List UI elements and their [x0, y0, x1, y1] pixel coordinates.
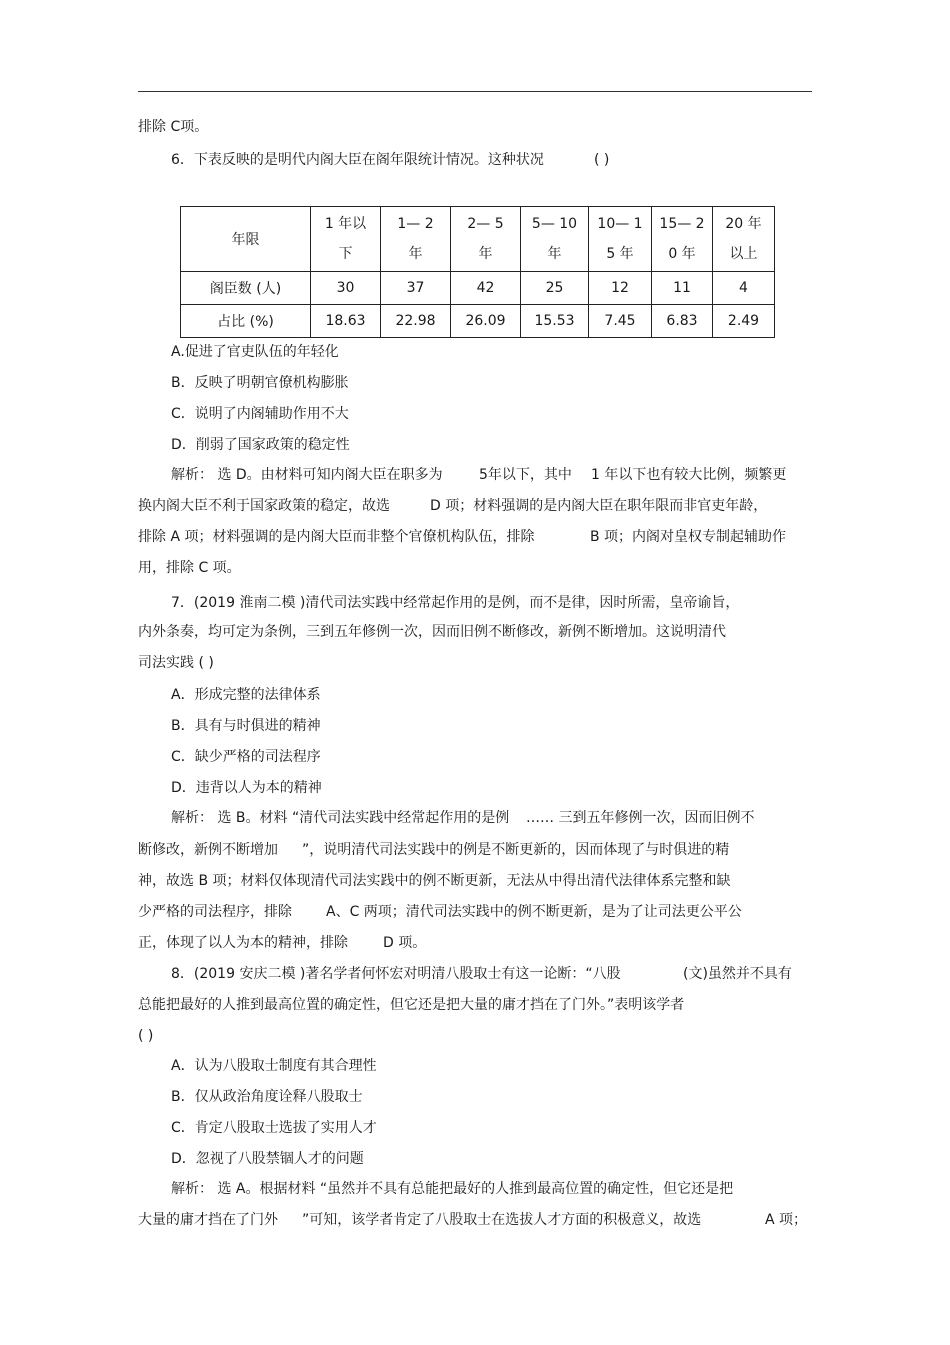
table-header-cell: 10— 1 5 年 — [589, 207, 652, 272]
table-cell: 11 — [652, 272, 713, 305]
table-cell: 42 — [451, 272, 521, 305]
analysis-text: 神，故选 B 项；材料仅体现清代司法实践中的例不断更新，无法从中得出清代法律体系完整和缺 — [138, 873, 731, 889]
question-7-stem: 7．(2019 淮南二模 )清代司法实践中经常起作用的是例，而不是律，因时所需，皇帝谕旨， — [171, 595, 740, 611]
analysis-text: 解析： 选 D。由材料可知内阁大臣在职多为 — [171, 467, 443, 483]
table-header-cell: 1— 2 年 — [381, 207, 451, 272]
statistics-table — [180, 206, 775, 338]
option-a: A.促进了官吏队伍的年轻化 — [171, 344, 339, 360]
option-b: B．仅从政治角度诠释八股取士 — [171, 1089, 363, 1105]
table-cell: 4 — [713, 272, 775, 305]
option-c: C．说明了内阁辅助作用不大 — [171, 406, 349, 422]
table-header-cell: 15— 2 0 年 — [652, 207, 713, 272]
question-6-stem: 6．下表反映的是明代内阁大臣在阁年限统计情况。这种状况 — [171, 152, 544, 168]
table-cell: 2.49 — [713, 305, 775, 338]
table-cell: 7.45 — [589, 305, 652, 338]
table-cell: 12 — [589, 272, 652, 305]
analysis-text: 解析： 选 A。根据材料 “虽然并不具有总能把最好的人推到最高位置的确定性，但它还是把 — [171, 1181, 734, 1197]
analysis-text: 解析： 选 B。材料 “清代司法实践中经常起作用的是例 — [171, 810, 510, 826]
table-header-row — [181, 207, 775, 272]
analysis-text: ”，说明清代司法实践中的例是不断更新的，因而体现了与时俱进的精 — [302, 842, 730, 858]
option-d: D．违背以人为本的精神 — [171, 780, 322, 796]
analysis-text: 排除 A 项；材料强调的是内阁大臣而非整个官僚机构队伍，排除 — [138, 529, 535, 545]
table-row-label: 阁臣数 (人) — [181, 272, 311, 305]
table-cell: 15.53 — [521, 305, 589, 338]
option-d: D．忽视了八股禁锢人才的问题 — [171, 1151, 364, 1167]
table-cell: 6.83 — [652, 305, 713, 338]
question-8-stem: (文)虽然并不具有 — [683, 966, 792, 982]
table-cell: 18.63 — [311, 305, 381, 338]
question-7-stem: 司法实践 ( ) — [138, 655, 214, 671]
table-row-label: 占比 (%) — [181, 305, 311, 338]
table-row — [181, 305, 775, 338]
analysis-text: B 项；内阁对皇权专制起辅助作 — [590, 529, 787, 545]
option-b: B．具有与时俱进的精神 — [171, 718, 321, 734]
table-header-cell: 1 年以 下 — [311, 207, 381, 272]
option-b: B．反映了明朝官僚机构膨胀 — [171, 375, 349, 391]
analysis-text: 少严格的司法程序，排除 — [138, 904, 292, 920]
table-row — [181, 272, 775, 305]
analysis-text: 换内阁大臣不利于国家政策的稳定，故选 — [138, 498, 390, 514]
analysis-text: A 项； — [765, 1212, 808, 1228]
table-cell: 22.98 — [381, 305, 451, 338]
analysis-text: 用，排除 C 项。 — [138, 560, 241, 576]
question-8-stem: 8．(2019 安庆二模 )著名学者何怀宏对明清八股取士有这一论断：“八股 — [171, 966, 621, 982]
analysis-text: 5年以下，其中 — [479, 467, 572, 483]
question-7-stem: 内外条奏，均可定为条例，三到五年修例一次，因而旧例不断修改，新例不断增加。这说明清代 — [138, 624, 726, 640]
analysis-text: 正，体现了以人为本的精神，排除 — [138, 935, 348, 951]
analysis-text: 大量的庸才挡在了门外 — [138, 1212, 278, 1228]
table-cell: 26.09 — [451, 305, 521, 338]
option-a: A．认为八股取士制度有其合理性 — [171, 1058, 377, 1074]
table-cell: 30 — [311, 272, 381, 305]
table-header-cell: 2— 5 年 — [451, 207, 521, 272]
analysis-text: A、C 两项；清代司法实践中的例不断更新，是为了让司法更公平公 — [326, 904, 742, 920]
option-c: C．肯定八股取士选拔了实用人才 — [171, 1120, 377, 1136]
analysis-text: 断修改，新例不断增加 — [138, 842, 278, 858]
analysis-text: ”可知，该学者肯定了八股取士在选拔人才方面的积极意义，故选 — [302, 1212, 702, 1228]
table-header-label: 年限 — [181, 207, 311, 272]
analysis-text: D 项；材料强调的是内阁大臣在职年限而非官吏年龄， — [430, 498, 768, 514]
question-8-stem: 总能把最好的人推到最高位置的确定性，但它还是把大量的庸才挡在了门外。”表明该学者 — [138, 997, 685, 1013]
table-cell: 25 — [521, 272, 589, 305]
table-header-cell: 20 年 以上 — [713, 207, 775, 272]
analysis-text: D 项。 — [383, 935, 427, 951]
analysis-text: 1 年以下也有较大比例，频繁更 — [591, 467, 787, 483]
option-d: D．削弱了国家政策的稳定性 — [171, 437, 350, 453]
table-cell: 37 — [381, 272, 451, 305]
answer-bracket: ( ) — [138, 1028, 154, 1044]
option-a: A．形成完整的法律体系 — [171, 687, 321, 703]
table-header-cell: 5— 10 年 — [521, 207, 589, 272]
header-rule — [138, 91, 812, 92]
analysis-text: …… 三到五年修例一次，因而旧例不 — [526, 810, 755, 826]
text-line: 排除 C项。 — [138, 119, 209, 135]
option-c: C．缺少严格的司法程序 — [171, 749, 321, 765]
answer-bracket: ( ) — [594, 152, 610, 168]
